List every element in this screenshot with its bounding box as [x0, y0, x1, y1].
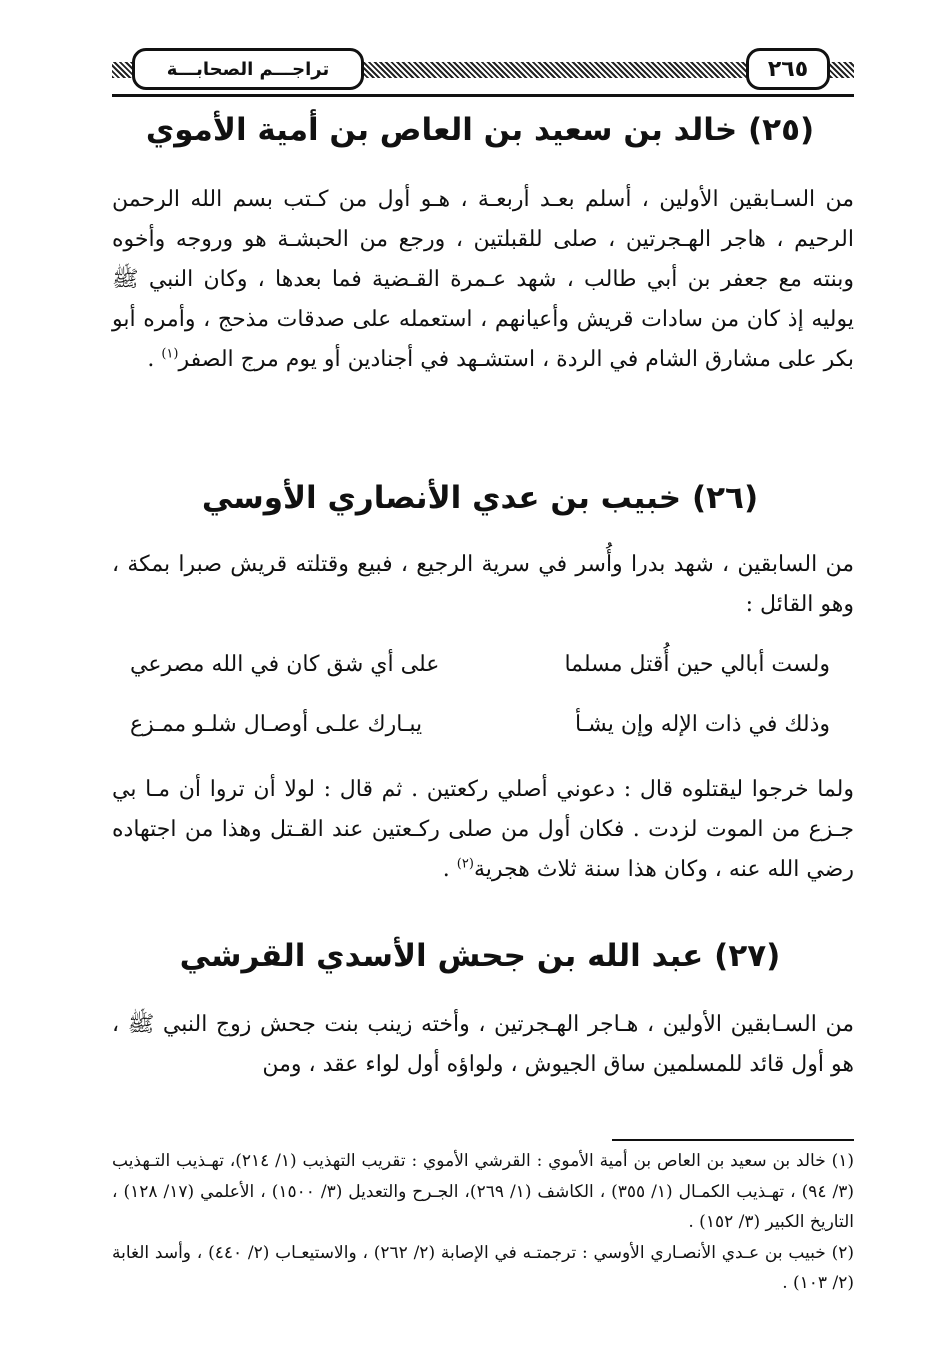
- running-header: [112, 40, 854, 106]
- section-title: (٢٥) خالد بن سعيد بن العاص بن أمية الأموي: [145, 112, 815, 148]
- body-text: ولما خرجوا ليقتلوه قال : دعوني أصلي ركعتين . ثم قال : لولا أن تروا أن مـا بي جـزع من الموت لزدت . فكان أول من صلى ركـعتين عند القـتل وهذا من اجتهاده رضي الله عنه ، وكان هذا سنة ثلاث هجرية: [112, 777, 854, 882]
- verse: [130, 652, 830, 692]
- verse-first-hemistich: ولست أبالي حين أُقتل مسلما: [564, 652, 830, 677]
- footnote: (٢) خبيب بن عـدي الأنصـاري الأوسي : ترجمتـه في الإصابة (٢/ ٢٦٢) ، والاستيعـاب (٢/ ٤٤٠) ، وأسد الغابة (٢/ ١٠٣) .: [112, 1242, 854, 1293]
- body-text: من السـابقين الأولين ، أسلم بعـد أربعـة ، هـو أول من كـتب بسم الله الرحمن الرحيم ، هاجر الهـجرتين ، صلى للقبلتين ، ورجع من الحبشـة هو وروجه وأخوه وبنته مع جعفر بن أبي طالب ، شهد عـمرة القـضية فما بعدها ، وكان النبي ﷺ يوليه إذ كان من سادات قريش وأعيانهم ، استعمله على صدقات مذحج ، وأمره أبو بكر على مشارق الشام في الردة ، استشـهد في أجنادين أو يوم مرج الصفر: [112, 187, 854, 372]
- footnote-mark: (٢): [456, 856, 474, 872]
- verse-second-hemistich: على أي شق كان في الله مصرعي: [130, 652, 440, 677]
- section-body: [112, 180, 854, 380]
- verse: [130, 712, 830, 752]
- footnote: (١) خالد بن سعيد بن العاص بن أمية الأموي : القرشي الأموي : تقريب التهذيب (١/ ٢١٤)، تهـذيب التـهذيب (٣/ ٩٤) ، تهـذيب الكمـال (١/ ٣٥٥) ، الكاشف (١/ ٢٦٩)، الجـرح والتعديل (٣/ ١٥٠٠) ، الأعلمي (١٧/ ١٢٨) ، التاريخ الكبير (٣/ ١٥٢) .: [112, 1151, 854, 1232]
- section-title: (٢٦) خبيب بن عدي الأنصاري الأوسي: [201, 480, 759, 516]
- verse-second-hemistich: يبـارك علـى أوصـال شلـو ممـزع: [130, 712, 423, 737]
- section-title: (٢٧) عبد الله بن جحش الأسدي القرشي: [179, 938, 781, 974]
- footnote-rule: [612, 1139, 854, 1141]
- section-body: من السـابقين الأولين ، هـاجر الهـجرتين ، وأخته زينب بنت جحش زوج النبي ﷺ ، هو أول قائد للمسلمين ساق الجيوش ، ولواؤه أول لواء عقد ، ومن: [112, 1012, 854, 1077]
- verse-first-hemistich: وذلك في ذات الإله وإن يشـأ: [574, 712, 830, 737]
- sentence-end: .: [147, 347, 162, 372]
- sentence-end: .: [442, 857, 457, 882]
- footnote-mark: (١): [161, 346, 179, 362]
- footnotes: [112, 1146, 854, 1299]
- section-body: [112, 770, 854, 890]
- section-intro: من السابقين ، شهد بدرا وأُسر في سرية الرجيع ، فبيع وقتلته قريش صبرا بمكة ، وهو القائل :: [112, 552, 854, 617]
- page-number: ٢٦٥: [746, 48, 830, 90]
- header-rule: [112, 94, 854, 97]
- running-title: تراجـــم الصحابـــة: [132, 48, 364, 90]
